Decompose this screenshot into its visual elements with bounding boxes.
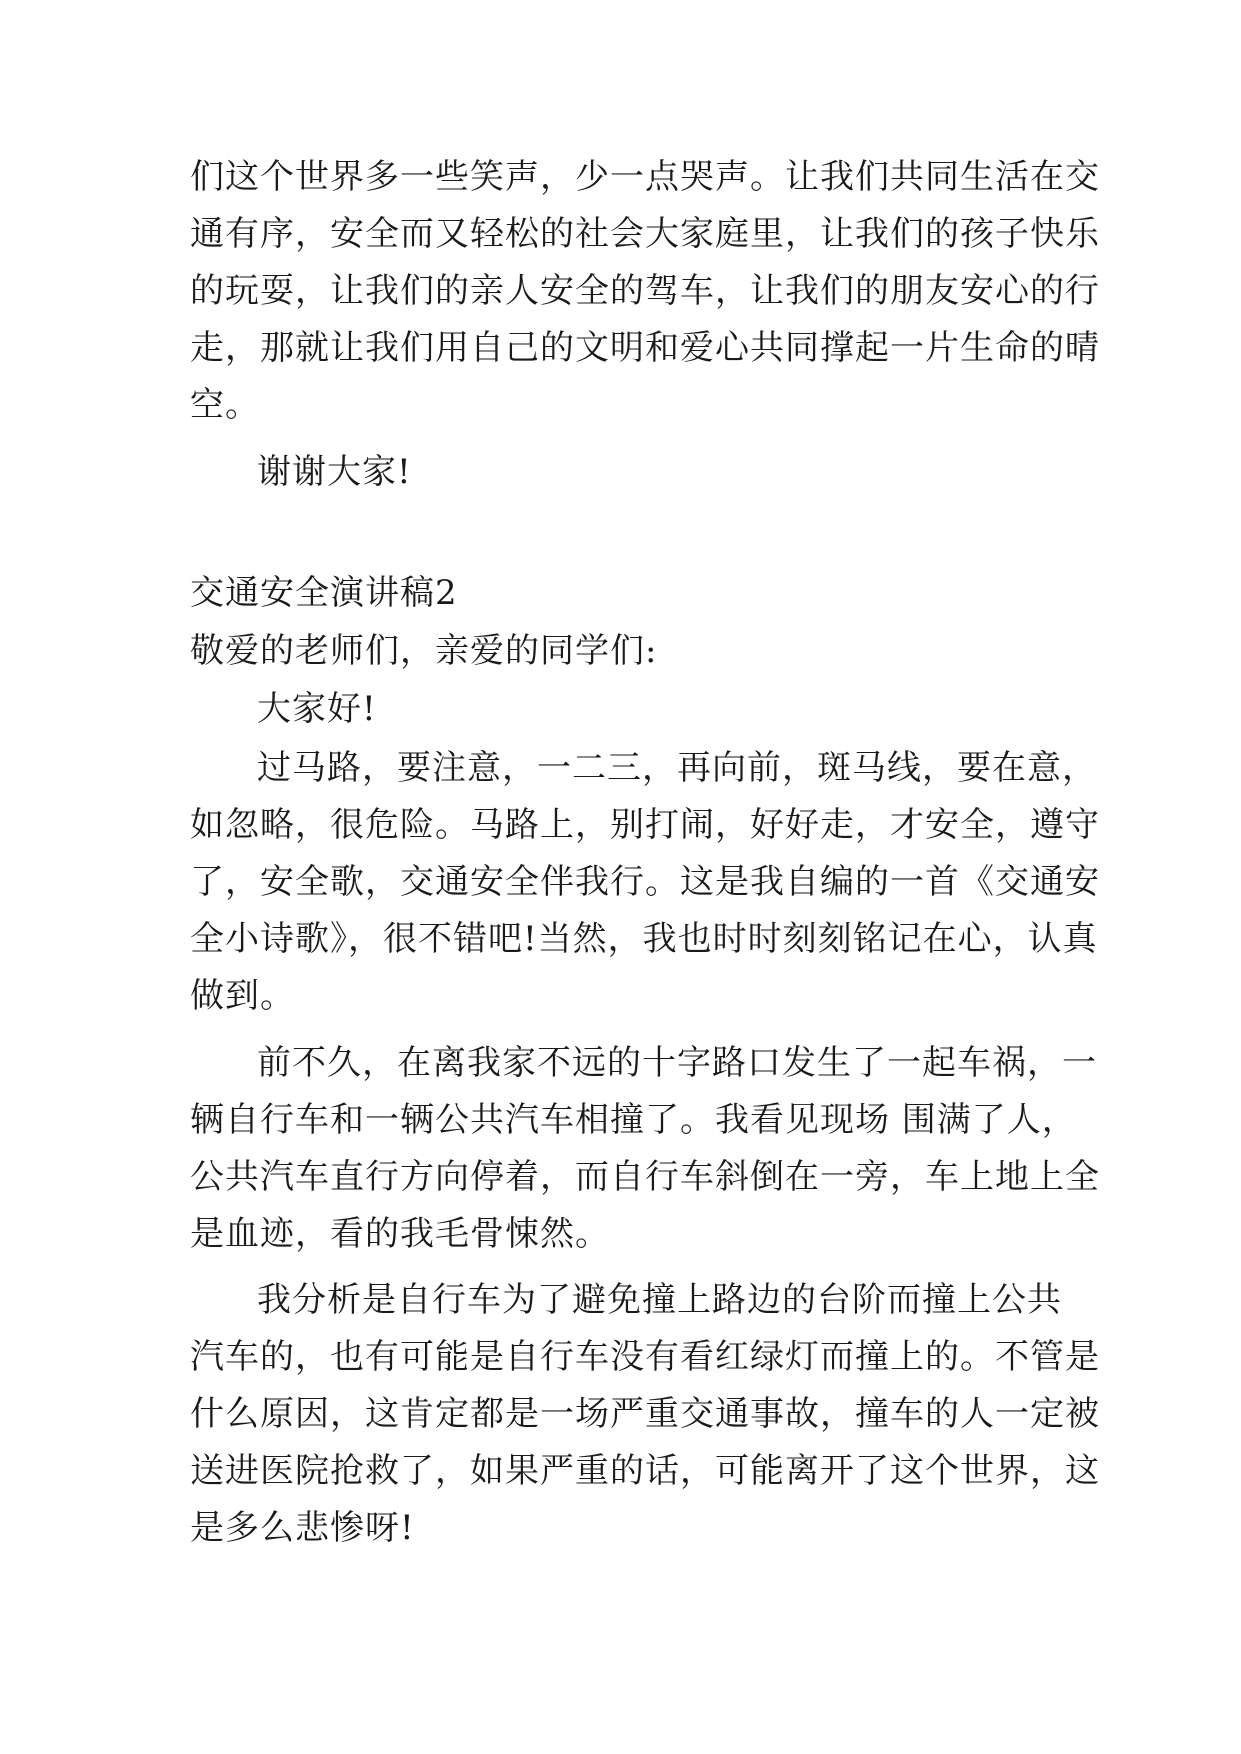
body-line: 什么原因，这肯定都是一场严重交通事故，撞车的人一定被	[190, 1394, 1100, 1434]
body-line: 公共汽车直行方向停着，而自行车斜倒在一旁，车上地上全	[190, 1157, 1100, 1197]
body-line: 送进医院抢救了，如果严重的话，可能离开了这个世界，这	[190, 1451, 1100, 1491]
body-line: 过马路，要注意，一二三，再向前，斑马线，要在意，	[257, 748, 1097, 788]
body-line: 汽车的，也有可能是自行车没有看红绿灯而撞上的。不管是	[190, 1337, 1100, 1377]
body-line: 是多么悲惨呀!	[190, 1508, 415, 1548]
body-line: 如忽略，很危险。马路上，别打闹，好好走，才安全，遵守	[190, 805, 1100, 845]
body-line: 我分析是自行车为了避免撞上路边的台阶而撞上公共	[257, 1280, 1062, 1320]
body-line: 全小诗歌》，很不错吧!当然，我也时时刻刻铭记在心，认真	[190, 919, 1098, 959]
closing-thanks: 谢谢大家!	[257, 452, 412, 492]
body-line: 的玩耍，让我们的亲人安全的驾车，让我们的朋友安心的行	[190, 271, 1100, 311]
section-title: 交通安全演讲稿2	[190, 573, 458, 613]
body-line: 了，安全歌，交通安全伴我行。这是我自编的一首《交通安	[190, 862, 1100, 902]
body-line: 是血迹，看的我毛骨悚然。	[190, 1214, 610, 1254]
body-line: 辆自行车和一辆公共汽车相撞了。我看见现场 围满了人，	[190, 1100, 1077, 1140]
salutation: 敬爱的老师们，亲爱的同学们:	[190, 631, 658, 671]
body-line: 们这个世界多一些笑声，少一点哭声。让我们共同生活在交	[190, 157, 1100, 197]
body-line: 空。	[190, 385, 260, 425]
body-line: 通有序，安全而又轻松的社会大家庭里，让我们的孩子快乐	[190, 214, 1100, 254]
body-line: 走，那就让我们用自己的文明和爱心共同撑起一片生命的晴	[190, 328, 1100, 368]
greeting: 大家好!	[257, 689, 377, 729]
body-line: 做到。	[190, 976, 295, 1016]
body-line: 前不久，在离我家不远的十字路口发生了一起车祸，一	[257, 1043, 1097, 1083]
